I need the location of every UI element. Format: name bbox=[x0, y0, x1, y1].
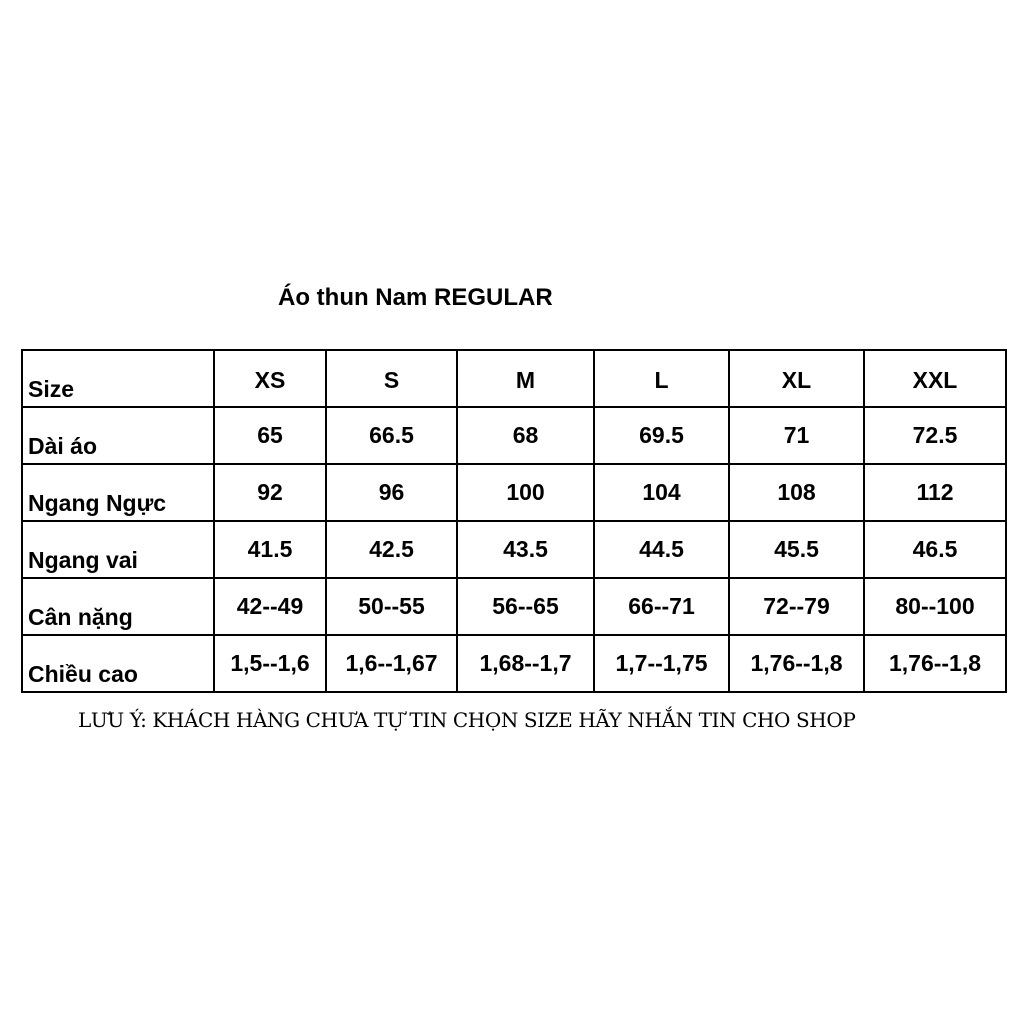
table-cell: 1,68--1,7 bbox=[457, 635, 594, 692]
table-row-shoulder bbox=[22, 521, 1006, 578]
table-cell: 80--100 bbox=[864, 578, 1006, 635]
table-cell: 108 bbox=[729, 464, 864, 521]
table-cell: 1,76--1,8 bbox=[729, 635, 864, 692]
row-label: Dài áo bbox=[22, 407, 214, 464]
row-label: Chiều cao bbox=[22, 635, 214, 692]
table-row-height bbox=[22, 635, 1006, 692]
table-cell: 1,7--1,75 bbox=[594, 635, 729, 692]
note-text: LƯU Ý: KHÁCH HÀNG CHƯA TỰ TIN CHỌN SIZE HÃY NHẮN TIN CHO SHOP bbox=[78, 708, 856, 732]
table-cell: 68 bbox=[457, 407, 594, 464]
table-cell: 66--71 bbox=[594, 578, 729, 635]
size-xl: XL bbox=[729, 350, 864, 407]
table-cell: 71 bbox=[729, 407, 864, 464]
row-label: Ngang Ngực bbox=[22, 464, 214, 521]
page-title: Áo thun Nam REGULAR bbox=[278, 284, 553, 311]
table-cell: 42--49 bbox=[214, 578, 326, 635]
table-cell: 96 bbox=[326, 464, 457, 521]
row-label: Cân nặng bbox=[22, 578, 214, 635]
table-cell: 43.5 bbox=[457, 521, 594, 578]
row-label: Ngang vai bbox=[22, 521, 214, 578]
table-cell: 45.5 bbox=[729, 521, 864, 578]
table-row-chest bbox=[22, 464, 1006, 521]
table-cell: 92 bbox=[214, 464, 326, 521]
table-cell: 46.5 bbox=[864, 521, 1006, 578]
table-cell: 41.5 bbox=[214, 521, 326, 578]
size-s: S bbox=[326, 350, 457, 407]
table-cell: 1,6--1,67 bbox=[326, 635, 457, 692]
table-cell: 42.5 bbox=[326, 521, 457, 578]
size-l: L bbox=[594, 350, 729, 407]
table-row-weight bbox=[22, 578, 1006, 635]
table-cell: 72--79 bbox=[729, 578, 864, 635]
table-cell: 72.5 bbox=[864, 407, 1006, 464]
table-row-length bbox=[22, 407, 1006, 464]
size-xxl: XXL bbox=[864, 350, 1006, 407]
table-cell: 69.5 bbox=[594, 407, 729, 464]
table-cell: 100 bbox=[457, 464, 594, 521]
table-cell: 50--55 bbox=[326, 578, 457, 635]
table-cell: 112 bbox=[864, 464, 1006, 521]
table-cell: 65 bbox=[214, 407, 326, 464]
size-header-label: Size bbox=[22, 350, 214, 407]
table-cell: 1,5--1,6 bbox=[214, 635, 326, 692]
size-chart-table bbox=[21, 349, 1007, 693]
size-xs: XS bbox=[214, 350, 326, 407]
table-cell: 104 bbox=[594, 464, 729, 521]
table-header-row bbox=[22, 350, 1006, 407]
table-cell: 44.5 bbox=[594, 521, 729, 578]
table-cell: 1,76--1,8 bbox=[864, 635, 1006, 692]
size-m: M bbox=[457, 350, 594, 407]
table-cell: 56--65 bbox=[457, 578, 594, 635]
table-cell: 66.5 bbox=[326, 407, 457, 464]
